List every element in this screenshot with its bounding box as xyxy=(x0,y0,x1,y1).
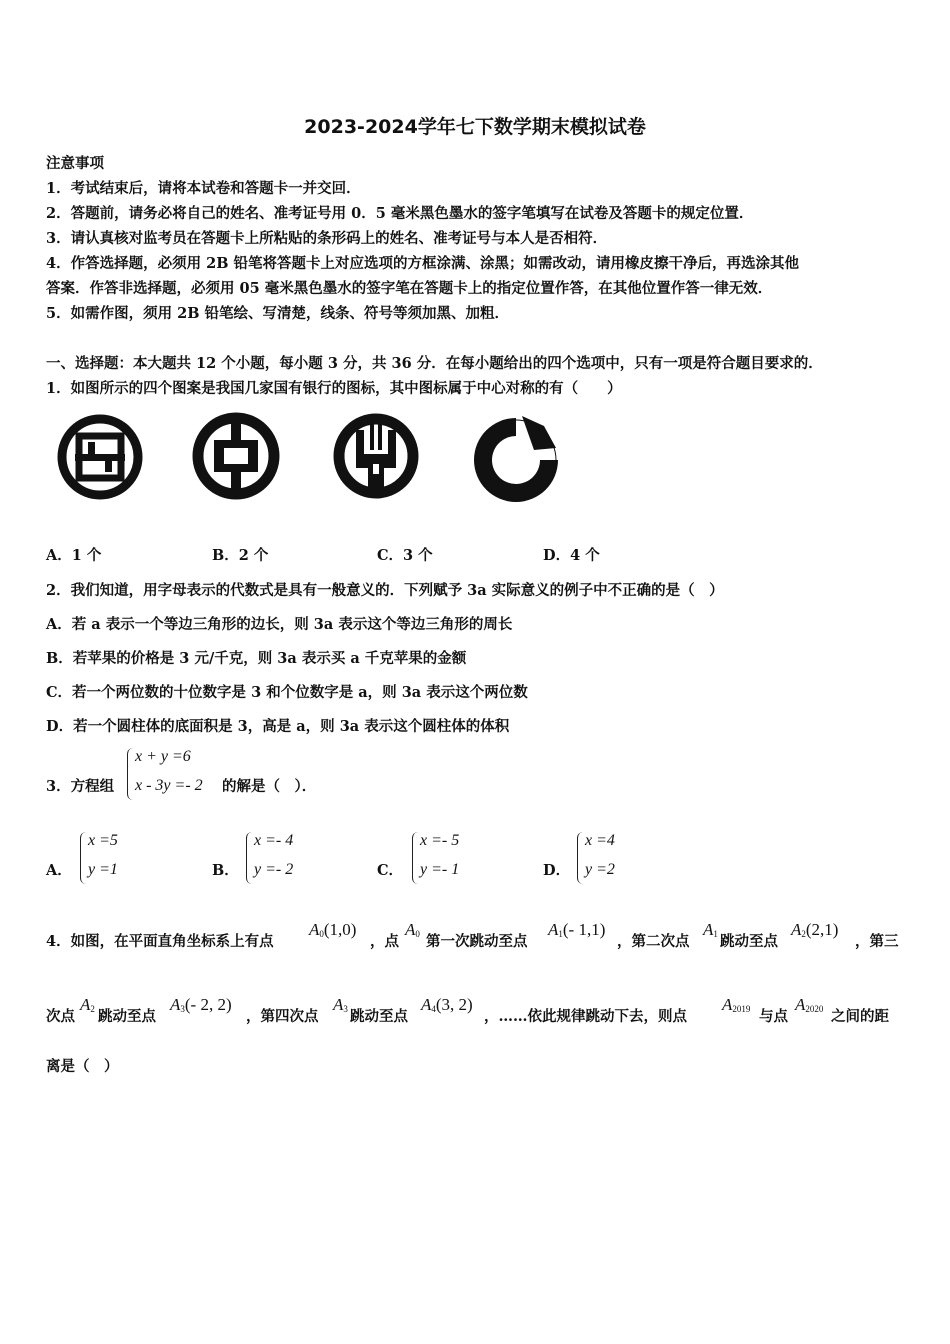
q4-text: ，第三 xyxy=(855,933,899,950)
q4-text: 之间的距 xyxy=(831,1008,889,1025)
q3-option-b-label[interactable]: B． xyxy=(212,862,239,879)
q3-option-d-x[interactable]: x =4 xyxy=(585,832,615,849)
q3-brace xyxy=(127,748,134,800)
notice-item: 答案．作答非选择题，必须用 05 毫米黑色墨水的签字笔在答题卡上的指定位置作答，在其他位置作答一律无效． xyxy=(46,280,773,297)
notice-item: 2．答题前，请务必将自己的姓名、准考证号用 0．5 毫米黑色墨水的签字笔填写在试卷及答题卡的规定位置． xyxy=(46,205,754,222)
q3-option-c-x[interactable]: x =- 5 xyxy=(420,832,460,849)
q4-point-a2-ref: $A_2$ xyxy=(80,995,95,1014)
q1-option-d[interactable]: D．4 个 xyxy=(543,547,600,564)
q3-option-c-brace xyxy=(412,832,419,884)
q3-option-a-label[interactable]: A． xyxy=(46,862,72,879)
q3-option-b-brace xyxy=(246,832,253,884)
q3-suffix: 的解是（ ）． xyxy=(222,778,317,795)
q4-point-a4: $A_4(3$, 2) xyxy=(421,995,473,1014)
q3-option-c-y[interactable]: y =- 1 xyxy=(420,861,460,878)
q4-text: 第一次跳动至点 xyxy=(426,933,528,950)
q4-point-a0: $A_0(1,0)$ xyxy=(309,920,357,939)
q4-point-a2019: $A_{2019}$ xyxy=(722,995,751,1014)
q4-text: ，第四次点 xyxy=(246,1008,319,1025)
q4-text: 离是（ ） xyxy=(46,1058,119,1075)
notice-item: 1．考试结束后，请将本试卷和答题卡一并交回． xyxy=(46,180,361,197)
q2-stem: 2．我们知道，用字母表示的代数式是具有一般意义的．下列赋予 3a 实际意义的例子中不正确的是（ ） xyxy=(46,582,724,599)
q4-point-a3-ref: $A_3$ xyxy=(333,995,348,1014)
q4-text: 跳动至点 xyxy=(350,1008,408,1025)
q4-text: ，第二次点 xyxy=(617,933,690,950)
q3-prefix: 3．方程组 xyxy=(46,778,115,795)
q1-stem: 1．如图所示的四个图案是我国几家国有银行的图标，其中图标属于中心对称的有（ ） xyxy=(46,380,622,397)
q3-option-d-y[interactable]: y =2 xyxy=(585,861,615,878)
q1-option-c[interactable]: C．3 个 xyxy=(377,547,433,564)
q2-option-c[interactable]: C．若一个两位数的十位数字是 3 和个位数字是 a，则 3a 表示这个两位数 xyxy=(46,684,528,701)
q4-text: ，点 xyxy=(370,933,399,950)
q3-eq1: x + y =6 xyxy=(135,748,191,765)
section-heading: 一、选择题：本大题共 12 个小题，每小题 3 分，共 36 分．在每小题给出的四个选项中，只有一项是符合题目要求的． xyxy=(46,355,823,372)
q3-eq2: x - 3y =- 2 xyxy=(135,777,203,794)
q4-text: 4．如图，在平面直角坐标系上有点 xyxy=(46,933,274,950)
q4-point-a2: $A_2(2,1)$ xyxy=(791,920,839,939)
notice-item: 5．如需作图，须用 2B 铅笔绘、写清楚，线条、符号等须加黑、加粗． xyxy=(46,305,510,322)
q2-option-b[interactable]: B．若苹果的价格是 3 元/千克，则 3a 表示买 a 千克苹果的金额 xyxy=(46,650,467,667)
q3-option-b-x[interactable]: x =- 4 xyxy=(254,832,294,849)
q3-option-d-label[interactable]: D． xyxy=(543,862,571,879)
q3-option-c-label[interactable]: C． xyxy=(377,862,404,879)
q2-option-d[interactable]: D．若一个圆柱体的底面积是 3，高是 a，则 3a 表示这个圆柱体的体积 xyxy=(46,718,510,735)
page-title: 2023-2024学年七下数学期末模拟试卷 xyxy=(304,116,646,138)
q3-option-d-brace xyxy=(577,832,584,884)
q3-option-a-x[interactable]: x =5 xyxy=(88,832,118,849)
q1-option-b[interactable]: B．2 个 xyxy=(212,547,269,564)
q3-option-a-y[interactable]: y =1 xyxy=(88,861,118,878)
q4-point-a2020: $A_{2020}$ xyxy=(795,995,824,1014)
abc-logo-icon xyxy=(330,410,422,502)
q4-text: 跳动至点 xyxy=(98,1008,156,1025)
notice-heading: 注意事项 xyxy=(46,155,104,172)
notice-item: 3．请认真核对监考员在答题卡上所粘贴的条形码上的姓名、准考证号与本人是否相符． xyxy=(46,230,608,247)
q3-option-b-y[interactable]: y =- 2 xyxy=(254,861,294,878)
q4-text: 次点 xyxy=(46,1008,75,1025)
q4-point-a1-ref: $A_1$ xyxy=(703,920,718,939)
q3-option-a-brace xyxy=(80,832,87,884)
q4-point-a1: $A_1(-$ 1,1) xyxy=(548,920,606,939)
q2-option-a[interactable]: A．若 a 表示一个等边三角形的边长，则 3a 表示这个等边三角形的周长 xyxy=(46,616,513,633)
boc-logo-icon xyxy=(190,410,282,502)
icbc-logo-icon xyxy=(55,412,145,502)
q4-point-a3: $A_3(-$ 2, 2) xyxy=(170,995,232,1014)
q4-text: 跳动至点 xyxy=(720,933,778,950)
ccb-logo-icon xyxy=(470,414,562,506)
q1-option-a[interactable]: A．1 个 xyxy=(46,547,102,564)
q4-point-a0-ref: $A_0$ xyxy=(405,920,420,939)
notice-item: 4．作答选择题，必须用 2B 铅笔将答题卡上对应选项的方框涂满、涂黑；如需改动，请用橡皮擦干净后，再选涂其他 xyxy=(46,255,800,272)
q4-text: ，……依此规律跳动下去，则点 xyxy=(484,1008,687,1025)
q4-text: 与点 xyxy=(759,1008,788,1025)
